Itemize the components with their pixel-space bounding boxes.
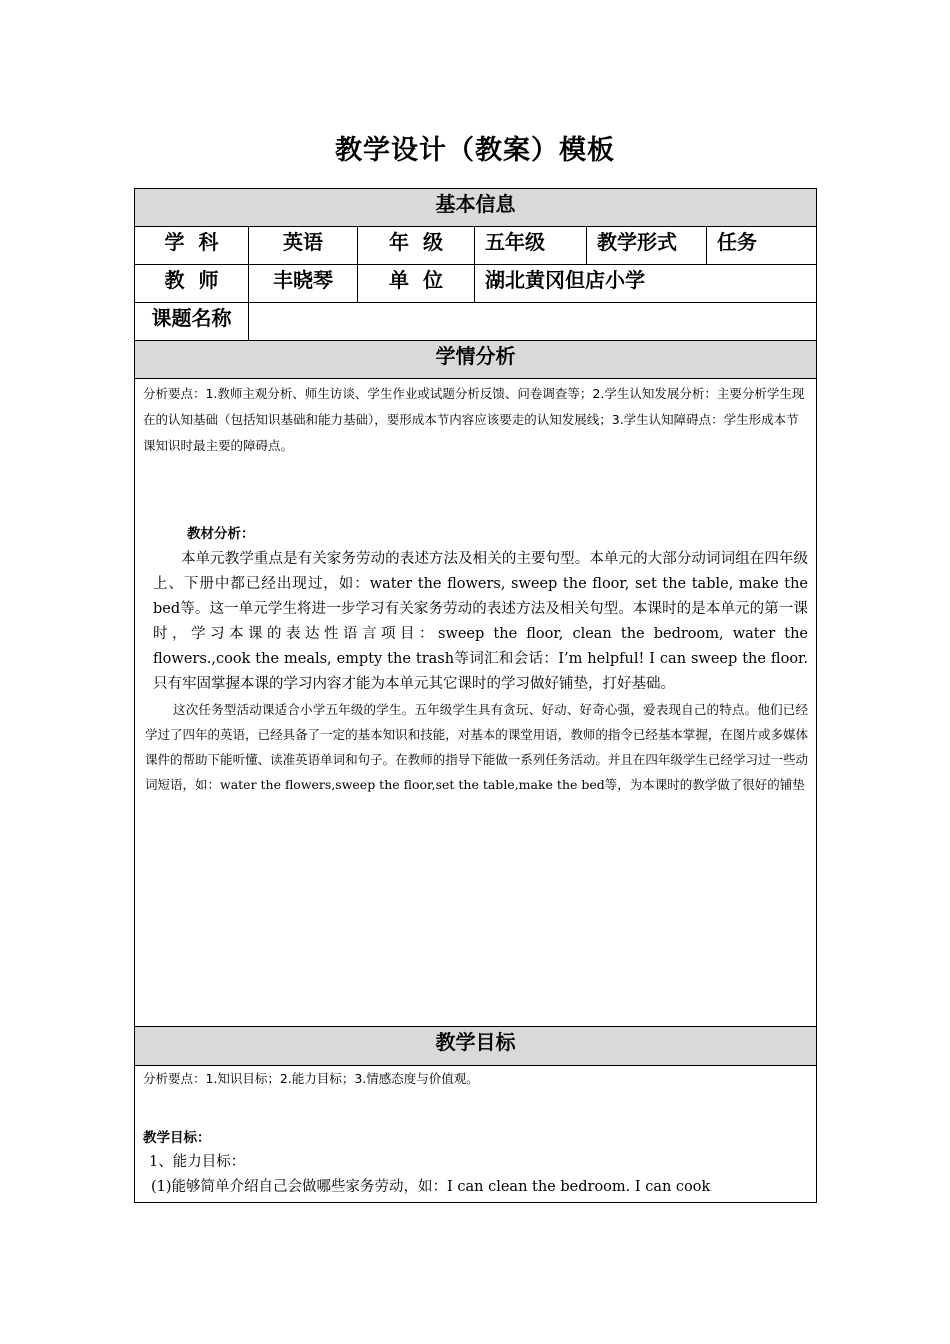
teacher-row: [135, 265, 817, 303]
analysis-header: 学情分析: [135, 341, 817, 379]
material-text: 本单元教学重点是有关家务劳动的表述方法及相关的主要句型。本单元的大部分动词词组在四年级上、下册中都已经出现过，如：water the flowers, sweep the floor, set the table, make the bed等。这一单元学生将进一步学习有关家务劳动的表述方法及相关句型。本课时的是本单元的第一课时，学习本课的表达性语言项目：sweep the floor, clean the bedroom, water the flowers.,cook the meals, empty the trash等词汇和会话：I’m helpful! I can sweep the floor.只有牢固掌握本课的学习内容才能为本单元其它课时的学习做好铺垫，打好基础。: [153, 551, 808, 692]
basic-info-header-row: [135, 189, 817, 227]
form-label: 教学形式: [587, 227, 707, 265]
teacher-value: 丰晓琴: [249, 265, 358, 303]
grade-label: 年 级: [358, 227, 475, 265]
objective-item-1-1: (1)能够简单介绍自己会做哪些家务劳动，如：I can clean the bedroom. I can cook: [151, 1179, 711, 1195]
objectives-title: 教学目标：: [143, 1130, 211, 1146]
form-value: 任务: [707, 227, 817, 265]
page-title: 教学设计（教案）模板: [335, 135, 615, 166]
analysis-header-row: [135, 341, 817, 379]
objectives-header: 教学目标: [135, 1027, 817, 1066]
lesson-plan-table: [134, 188, 817, 1203]
analysis-content-row: [135, 379, 817, 1027]
objective-item-1: 1、能力目标：: [149, 1154, 246, 1170]
objectives-note: 分析要点：1.知识目标；2.能力目标；3.情感态度与价值观。: [143, 1071, 479, 1086]
analysis-note: 分析要点：1.教师主观分析、师生访谈、学生作业或试题分析反馈、问卷调查等；2.学生认知发展分析：主要分析学生现在的认知基础（包括知识基础和能力基础），要形成本节内容应该要走的认知发展线；3.学生认知障碍点：学生形成本节课知识时最主要的障碍点。: [143, 386, 805, 453]
unit-value: 湖北黄冈但店小学: [475, 265, 817, 303]
teacher-label: 教 师: [135, 265, 249, 303]
objectives-content: [135, 1066, 817, 1203]
objectives-content-row: [135, 1066, 817, 1203]
subject-value: 英语: [249, 227, 358, 265]
subject-row: [135, 227, 817, 265]
lesson-value: [249, 303, 817, 341]
unit-label: 单 位: [358, 265, 475, 303]
basic-info-header: 基本信息: [135, 189, 817, 227]
lesson-label: 课题名称: [135, 303, 249, 341]
analysis-content: [135, 379, 817, 1027]
subject-label: 学 科: [135, 227, 249, 265]
material-title: 教材分析：: [187, 526, 255, 542]
student-text: 这次任务型活动课适合小学五年级的学生。五年级学生具有贪玩、好动、好奇心强，爱表现自己的特点。他们已经学过了四年的英语，已经具备了一定的基本知识和技能，对基本的课堂用语，教师的指令已经基本掌握，在图片或多媒体课件的帮助下能听懂、读准英语单词和句子。在教师的指导下能做一系列任务活动。并且在四年级学生已经学习过一些动词短语，如：water the flowers,sweep the floor,set the table,make the bed等，为本课时的教学做了很好的铺垫: [145, 702, 808, 792]
objectives-header-row: [135, 1027, 817, 1066]
lesson-row: [135, 303, 817, 341]
grade-value: 五年级: [475, 227, 587, 265]
